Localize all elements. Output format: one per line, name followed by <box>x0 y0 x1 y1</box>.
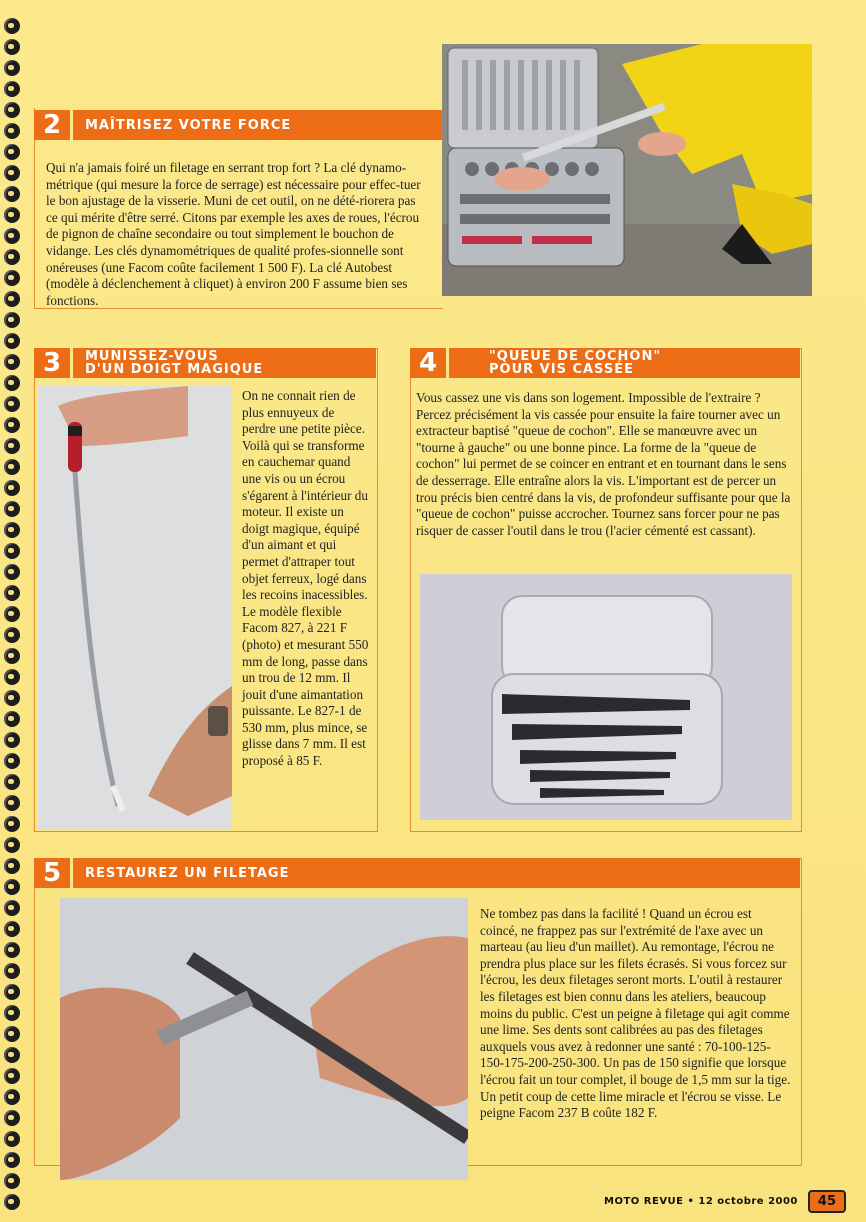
spiral-binding <box>4 18 24 1218</box>
section-2-header <box>34 110 442 140</box>
spiral-ring <box>4 144 20 160</box>
spiral-ring <box>4 1026 20 1042</box>
spiral-ring <box>4 711 20 727</box>
thread-file-image <box>60 898 468 1180</box>
screw-extractor-photo <box>420 574 792 820</box>
spiral-ring <box>4 501 20 517</box>
section-2-number: 2 <box>34 110 73 140</box>
spiral-ring <box>4 81 20 97</box>
torque-wrench-photo <box>442 44 812 296</box>
magnetic-pickup-photo <box>38 386 232 830</box>
spiral-ring <box>4 1194 20 1210</box>
section-3-title <box>73 350 263 376</box>
section-5-number: 5 <box>34 858 73 888</box>
spiral-ring <box>4 921 20 937</box>
spiral-ring <box>4 627 20 643</box>
spiral-ring <box>4 102 20 118</box>
spiral-ring <box>4 669 20 685</box>
spiral-ring <box>4 186 20 202</box>
section-3-header <box>34 348 376 378</box>
spiral-ring <box>4 123 20 139</box>
section-2-body: Qui n'a jamais foiré un filetage en serrant trop fort ? La clé dynamo-métrique (qui mesure la force de serrage) est nécessaire pour effec-tuer le bon ajustage de la visserie. Muni de cet outil, on ne dété-riorera pas ce qui mérite d'être serré. Citons par exemple les axes de roues, l'écrou de pignon de chaîne secondaire ou tout simplement le bouchon de vidange. Les clés dynamométriques de qualité profes-sionnelle sont onéreuses (une Facom coûte facilement 1 500 F). La clé Autobest (modèle à déclenchement à cliquet) à environ 200 F assume bien ses fonctions. <box>46 160 421 308</box>
spiral-ring <box>4 249 20 265</box>
spiral-ring <box>4 963 20 979</box>
section-3-body: On ne connait rien de plus ennuyeux de perdre une petite pièce. Voilà qui se transforme en cauchemar quand une vis ou un écrou s'égarent à l'intérieur du moteur. Il existe un doigt magique, équipé d'un aimant et qui permet d'attraper tout objet ferreux, logé dans les recoins inacessibles. Le modèle flexible Facom 827, à 221 F (photo) et mesurant 550 mm de long, passe dans un trou de 12 mm. Il jouit d'une aimantation puissante. Le 827-1 de 530 mm, plus mince, se glisse dans 7 mm. Il est proposé à 85 F. <box>242 388 369 769</box>
spiral-ring <box>4 1047 20 1063</box>
spiral-ring <box>4 879 20 895</box>
spiral-ring <box>4 1110 20 1126</box>
section-5-body: Ne tombez pas dans la facilité ! Quand un écrou est coincé, ne frappez pas sur l'extrémité de l'axe avec un marteau (au lieu d'un maillet). Au remontage, l'écrou ne prendra plus place sur les filets écrasés. Si vous forcez sur l'écrou, les deux filetages seront morts. L'outil à restaurer les filetages est bien connu dans les ateliers, beaucoup moins du public. C'est un peigne à filetage qui agit comme une lime. Ses dents sont calibrées au pas des filetages auxquels vous avez à redonner une santé : 70-100-125-150-175-200-250-300. Un pas de 150 signifie que lorsque l'écrou fait un tour complet, il bouge de 1,5 mm sur la tige. Un petit coup de cette lime miracle et l'écrou se visse. Le peigne Facom 237 B coûte 182 F. <box>480 906 791 1121</box>
page-footer <box>604 1190 846 1213</box>
spiral-ring <box>4 270 20 286</box>
section-4-number: 4 <box>410 348 449 378</box>
spiral-ring <box>4 837 20 853</box>
spiral-ring <box>4 291 20 307</box>
magnetic-pickup-image <box>38 386 232 830</box>
spiral-ring <box>4 690 20 706</box>
section-4-header <box>410 348 800 378</box>
section-5-title: RESTAUREZ UN FILETAGE <box>85 865 290 881</box>
spiral-ring <box>4 774 20 790</box>
thread-file-photo <box>60 898 468 1180</box>
spiral-ring <box>4 753 20 769</box>
spiral-ring <box>4 1005 20 1021</box>
spiral-ring <box>4 228 20 244</box>
spiral-ring <box>4 459 20 475</box>
spiral-ring <box>4 1173 20 1189</box>
spiral-ring <box>4 1089 20 1105</box>
torque-wrench-image <box>442 44 812 296</box>
spiral-ring <box>4 1131 20 1147</box>
spiral-ring <box>4 543 20 559</box>
spiral-ring <box>4 480 20 496</box>
spiral-ring <box>4 312 20 328</box>
spiral-ring <box>4 417 20 433</box>
section-2-title: MAÎTRISEZ VOTRE FORCE <box>85 117 292 133</box>
section-3-title-line2: D'UN DOIGT MAGIQUE <box>85 362 264 377</box>
spiral-ring <box>4 606 20 622</box>
spiral-ring <box>4 18 20 34</box>
page-number: 45 <box>808 1190 846 1213</box>
screw-extractor-image <box>420 574 792 820</box>
spiral-ring <box>4 564 20 580</box>
spiral-ring <box>4 900 20 916</box>
section-4-title-line2: POUR VIS CASSÉE <box>489 362 634 377</box>
spiral-ring <box>4 732 20 748</box>
section-3-number: 3 <box>34 348 73 378</box>
spiral-ring <box>4 39 20 55</box>
spiral-ring <box>4 1152 20 1168</box>
spiral-ring <box>4 60 20 76</box>
section-4-title <box>449 350 661 376</box>
spiral-ring <box>4 354 20 370</box>
spiral-ring <box>4 984 20 1000</box>
section-5-header <box>34 858 800 888</box>
spiral-ring <box>4 1068 20 1084</box>
spiral-ring <box>4 333 20 349</box>
spiral-ring <box>4 648 20 664</box>
spiral-ring <box>4 858 20 874</box>
spiral-ring <box>4 795 20 811</box>
spiral-ring <box>4 438 20 454</box>
section-4-title-line1: "QUEUE DE COCHON" <box>489 349 662 364</box>
spiral-ring <box>4 396 20 412</box>
spiral-ring <box>4 585 20 601</box>
spiral-ring <box>4 816 20 832</box>
section-3-title-line1: MUNISSEZ-VOUS <box>85 349 219 364</box>
spiral-ring <box>4 165 20 181</box>
spiral-ring <box>4 522 20 538</box>
spiral-ring <box>4 942 20 958</box>
spiral-ring <box>4 375 20 391</box>
magazine-issue: MOTO REVUE • 12 octobre 2000 <box>604 1196 798 1207</box>
section-4-body: Vous cassez une vis dans son logement. Impossible de l'extraire ? Percez précisément la vis cassée pour ensuite la faire tourner avec un extracteur baptisé "queue de cochon". Elle se manœuvre avec un "tourne à gauche" ou une bonne pince. La forme de la "queue de cochon" lui permet de se coincer en entrant et en tournant dans le sens de desserrage. Elle entraîne alors la vis. L'important est de percer un trou précis bien centré dans la vis, de profondeur suffisante pour que la "queue de cochon" puisse accrocher. Tournez sans forcer pour ne pas risquer de casser l'outil dans le trou (l'acier cémenté est cassant). <box>416 390 791 538</box>
spiral-ring <box>4 207 20 223</box>
